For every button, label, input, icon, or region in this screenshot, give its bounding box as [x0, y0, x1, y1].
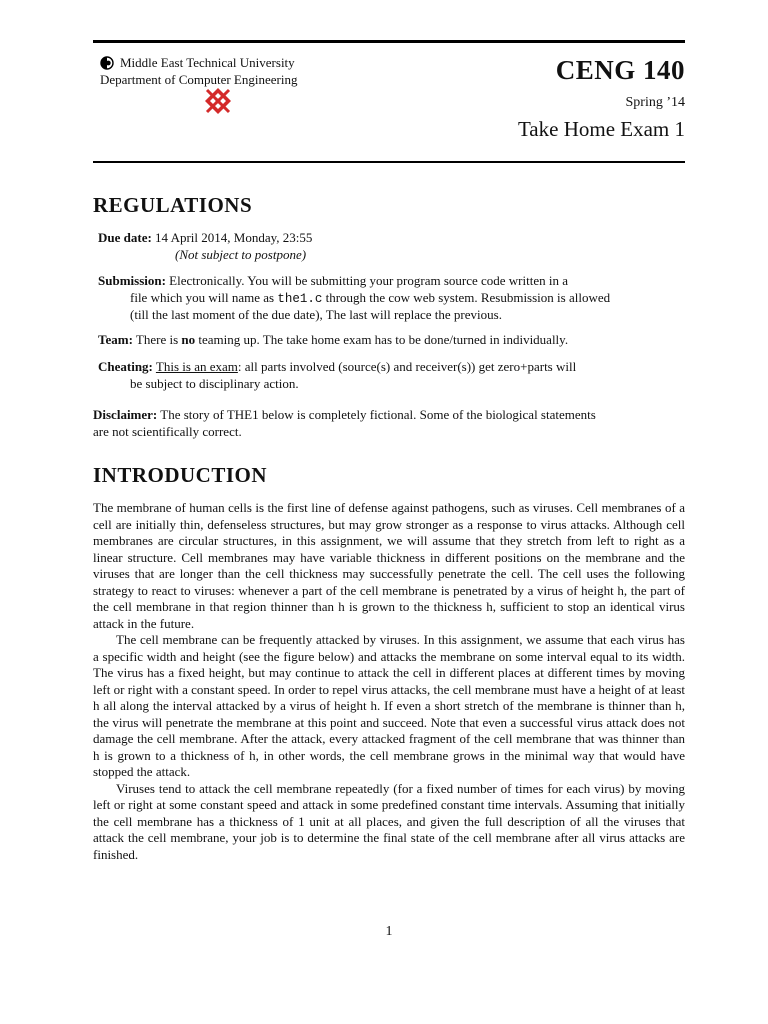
paragraph-line: virus) by moving left or right at some constant speed and attack in some predefined constant — [93, 780, 685, 812]
cheating-label: Cheating: — [98, 359, 153, 374]
disclaimer-label: Disclaimer: — [93, 407, 158, 422]
paragraph-line: cell thickness may successfully penetrate the cell. The cell uses the following strategy to react to — [93, 566, 685, 598]
paragraph-line: membrane grows in the minimal way that would have stopped the attack. — [93, 747, 685, 779]
due-date-item — [98, 230, 312, 263]
paragraph-line: the cell in different places at different times by moving left or right with a constant speed. In — [93, 665, 685, 697]
team-label: Team: — [98, 332, 133, 347]
paragraph-line: h, the virus will penetrate the membrane at this point and succeed. Note that even a successful — [93, 698, 685, 730]
team-item — [98, 332, 685, 349]
due-date-value: 14 April 2014, Monday, 23:55 — [155, 230, 313, 245]
institution-block — [100, 54, 297, 88]
submission-text-c: through the cow web system. Resubmission is allowed — [322, 289, 611, 305]
page-number: 1 — [385, 924, 393, 939]
department-logo-icon — [203, 86, 233, 116]
paragraph-line: determine the final state of the cell membrane after all virus attacks are finished. — [93, 830, 686, 862]
submission-text-cont — [98, 290, 685, 308]
submission-item — [98, 273, 685, 324]
paragraph-line: The membrane of human cells is the first line of defense against pathogens, such as viruses. Cell — [93, 500, 602, 515]
disclaimer-text-a: The story of THE1 below is completely fictional. Some of the biological statements — [160, 407, 596, 422]
department-name: Department of Computer Engineering — [100, 72, 298, 87]
introduction-heading: INTRODUCTION — [93, 463, 268, 487]
paragraph-line: assume that they stretch from left to right as a linear structure. Cell membranes may have — [93, 533, 686, 565]
disclaimer-item — [93, 407, 685, 440]
paragraph-line: virus attack does not damage the cell membrane. After the attack, every attacked fragment of — [93, 714, 685, 746]
paragraph-line: identical virus attack in the future. — [93, 599, 685, 631]
paragraph-3 — [93, 781, 685, 864]
submission-text-d: (till the last moment of the due date), The last will replace the previous. — [130, 307, 502, 322]
paragraph-line: membranes of a cell are initially thin, defenseless structures, but may grow stronger as a response — [93, 500, 685, 532]
submission-filename: the1.c — [277, 291, 323, 306]
paragraph-2 — [93, 632, 685, 781]
header-bottom-rule — [93, 161, 685, 163]
university-name: Middle East Technical University — [120, 55, 295, 70]
team-text-b: teaming up. The take home exam has to be done/turned in individually. — [195, 332, 569, 347]
paragraph-line: time intervals. Assuming that initially the cell membrane has a thickness of 1 unit at all places, — [93, 797, 685, 829]
paragraph-line: the cell membrane that was thinner than h is grown to a thickness of h, in other words, the cell — [93, 731, 685, 763]
cheating-emphasis: This is an exam — [155, 359, 238, 374]
paragraph-line: viruses: whenever a part of the cell membrane is penetrated by a virus of height h, the part of — [194, 582, 685, 598]
paragraph-line: Viruses tend to attack the cell membrane repeatedly (for a fixed number of times for each — [116, 780, 595, 796]
paragraph-line: to virus attacks. Although cell membranes are circular structures, in this assignment, we will — [93, 516, 685, 548]
cheating-item — [98, 359, 685, 392]
paragraph-line: variable thickness in different positions on the membrane and the viruses that are longer than the — [93, 549, 685, 581]
team-text-no: no — [181, 332, 196, 347]
paragraph-1 — [93, 500, 685, 632]
paragraph-line: the cell membrane in that region thinner than h is grown to the thickness h, sufficient to stop an — [93, 599, 611, 614]
paragraph-line: interval attacked by a virus of height h. If even a short stretch of the membrane is thinner than — [172, 698, 676, 713]
course-code: CENG 140 — [555, 55, 685, 85]
paragraph-line: on some interval equal to its width. The virus has a fixed height, but may continue to attack — [93, 648, 685, 680]
header-top-rule — [93, 40, 685, 43]
submission-label: Submission: — [98, 273, 166, 288]
document-page — [93, 0, 685, 1024]
due-date-note: (Not subject to postpone) — [175, 246, 307, 262]
submission-text-b: file which you will name as — [130, 289, 278, 305]
term: Spring ’14 — [625, 95, 685, 110]
team-text-a: There is — [135, 332, 182, 347]
regulations-heading: REGULATIONS — [93, 193, 253, 217]
disclaimer-text-b: are not scientifically correct. — [93, 423, 242, 439]
cheating-text-b: be subject to disciplinary action. — [130, 375, 299, 391]
paragraph-line: and given the full description of all the viruses that attack the cell membrane, your job is to — [93, 813, 685, 845]
exam-title: Take Home Exam 1 — [517, 117, 685, 141]
paragraph-line: The cell membrane can be frequently attacked by viruses. In this assignment, we assume — [116, 632, 588, 647]
paragraph-line: that each virus has a specific width and height (see the figure below) and attacks the membrane — [93, 632, 685, 664]
paragraph-line: order to repel virus attacks, the cell membrane must have a height of at least h all along the — [93, 681, 685, 713]
university-emblem-icon — [100, 56, 114, 70]
due-date-label: Due date: — [98, 230, 152, 245]
submission-text-a: Electronically. You will be submitting your program source code written in a — [169, 273, 568, 288]
introduction-body — [93, 500, 685, 863]
cheating-text-a: : all parts involved (source(s) and receiver(s)) get zero+parts will — [237, 359, 577, 374]
